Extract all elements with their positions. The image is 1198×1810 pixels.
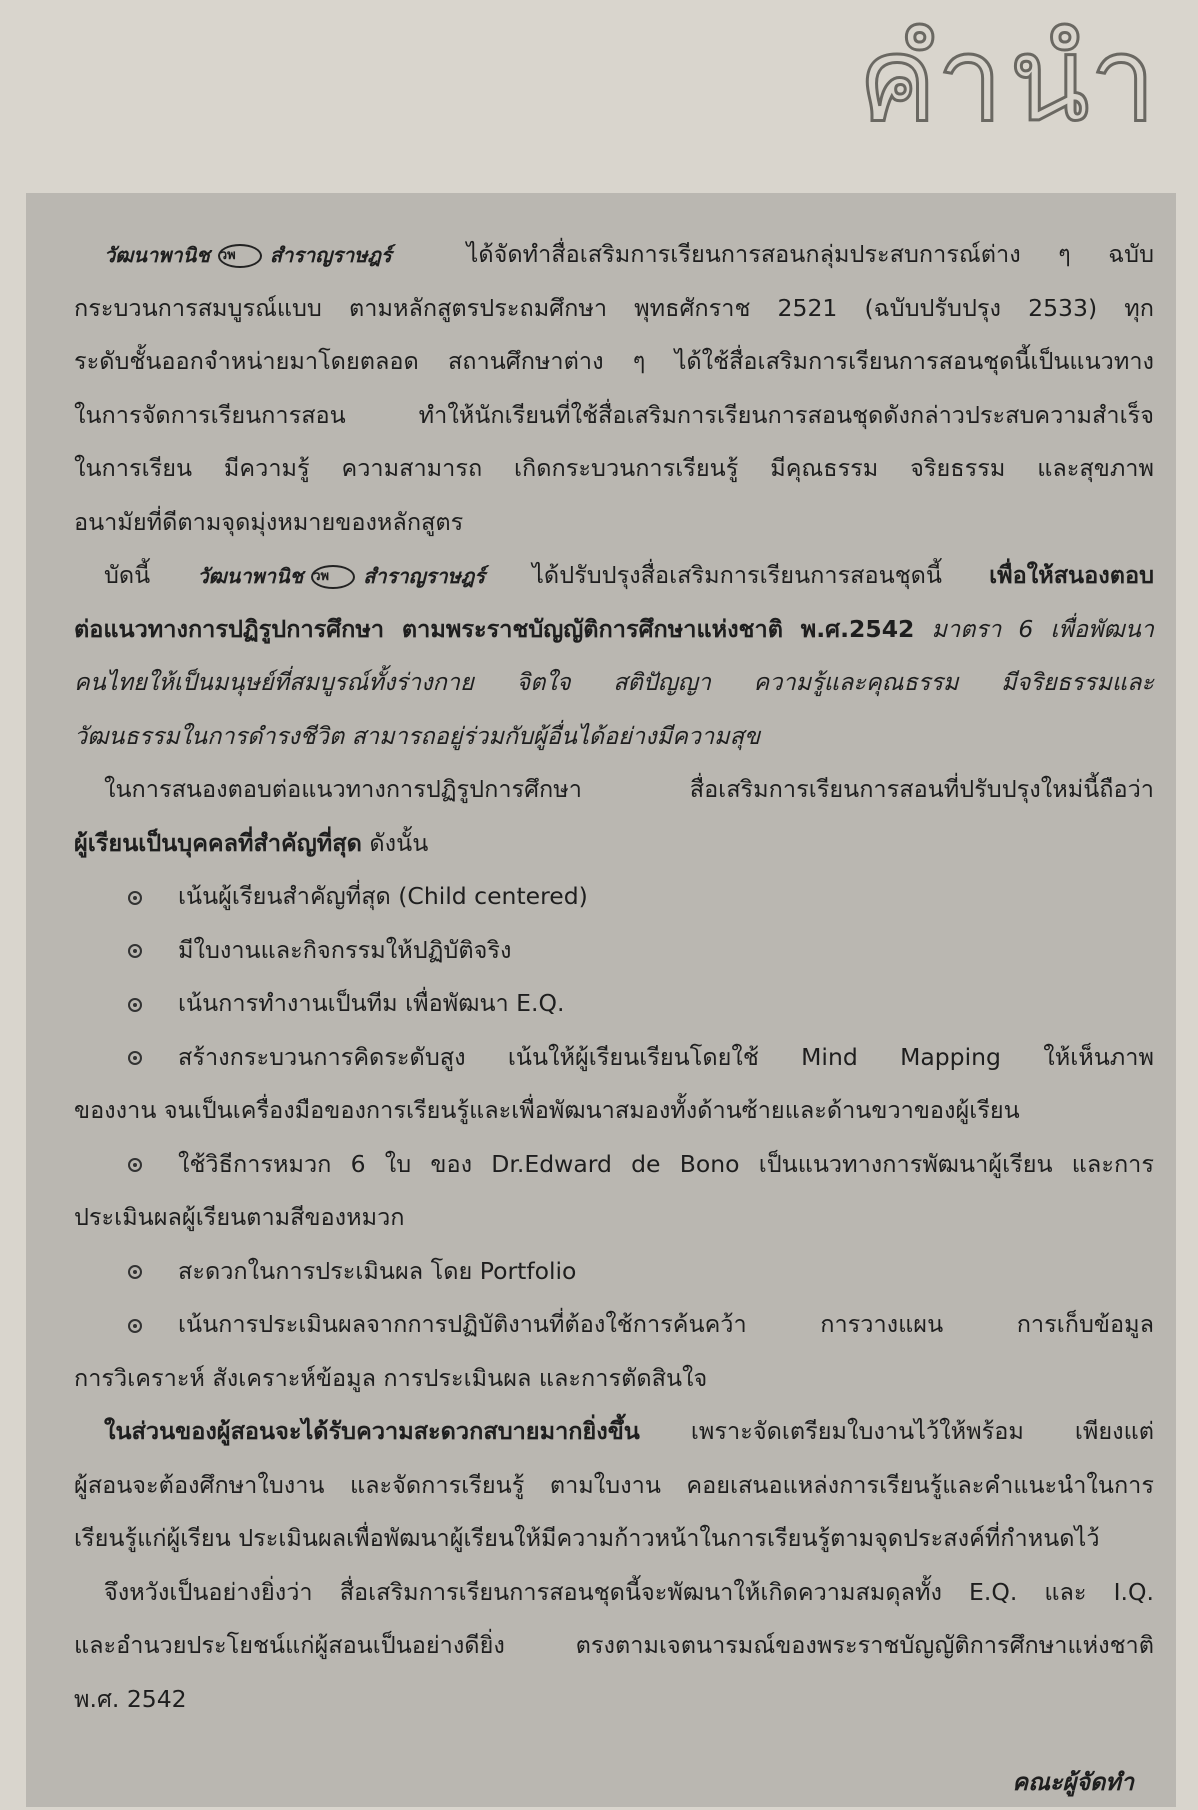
bullet-item (74, 924, 1154, 978)
paragraph-1-line: ในการเรียน มีความรู้ ความสามารถ เกิดกระบวนการเรียนรู้ มีคุณธรรม จริยธรรม และสุขภาพ (74, 454, 1154, 482)
text: บัดนี้ (104, 561, 151, 589)
publisher-name: วัฒนาพานิช (197, 564, 304, 588)
text: ได้ปรับปรุงสื่อเสริมการเรียนการสอนชุดนี้ (532, 561, 942, 589)
bullet-text: มีใบงานและกิจกรรมให้ปฏิบัติจริง (178, 935, 512, 964)
italic-text: มาตรา 6 เพื่อพัฒนา (931, 614, 1154, 643)
bullet-text: สร้างกระบวนการคิดระดับสูง เน้นให้ผู้เรียนเรียนโดยใช้ Mind Mapping ให้เห็นภาพ (178, 1042, 1154, 1071)
paragraph-1-line: กระบวนการสมบูรณ์แบบ ตามหลักสูตรประถมศึกษา พุทธศักราช 2521 (ฉบับปรับปรุง 2533) ทุก (74, 293, 1154, 322)
bullet-icon (128, 1051, 142, 1065)
preface-body (74, 228, 1154, 1810)
bullet-text: เน้นการประเมินผลจากการปฏิบัติงานที่ต้องใช้การค้นคว้า การวางแผน การเก็บข้อมูล (178, 1310, 1154, 1338)
bullet-continuation: ของงาน จนเป็นเครื่องมือของการเรียนรู้และเพื่อพัฒนาสมองทั้งด้านซ้ายและด้านขวาของผู้เรียน (74, 1096, 1020, 1124)
bullet-continuation: ประเมินผลผู้เรียนตามสีของหมวก (74, 1203, 405, 1231)
bullet-item (74, 1298, 1154, 1352)
paragraph-5-line: จึงหวังเป็นอย่างยิ่งว่า สื่อเสริมการเรียนการสอนชุดนี้จะพัฒนาให้เกิดความสมดุลทั้ง E.Q. และ I.Q. (104, 1577, 1154, 1606)
paragraph-4-line (74, 1405, 1154, 1459)
paragraph-2-line (74, 549, 1154, 603)
paragraph-1-line (74, 228, 1154, 282)
bullet-icon (128, 891, 142, 905)
bold-text: ต่อแนวทางการปฏิรูปการศึกษา ตามพระราชบัญญัติการศึกษาแห่งชาติ พ.ศ.2542 (74, 614, 915, 643)
bold-text: เพื่อให้สนองตอบ (989, 561, 1154, 589)
bullet-icon (128, 1319, 142, 1333)
paragraph-4-line: ผู้สอนจะต้องศึกษาใบงาน และจัดการเรียนรู้ ตามใบงาน คอยเสนอแหล่งการเรียนรู้และคำแนะนำในการ (74, 1470, 1154, 1499)
publisher-logo: วพ (311, 565, 355, 589)
bullet-continuation: การวิเคราะห์ สังเคราะห์ข้อมูล การประเมินผล และการตัดสินใจ (74, 1363, 708, 1392)
bullet-item (74, 1245, 1154, 1299)
publisher-name-2: สำราญราษฎร์ (363, 564, 485, 588)
paragraph-1-line: ระดับชั้นออกจำหน่ายมาโดยตลอด สถานศึกษาต่าง ๆ ได้ใช้สื่อเสริมการเรียนการสอนชุดนี้เป็นแนวทาง (74, 347, 1154, 375)
bullet-item (74, 870, 1154, 924)
paragraph-3-line (74, 817, 1154, 871)
publisher-name: วัฒนาพานิช (104, 243, 210, 267)
paragraph-3-line: ในการสนองตอบต่อแนวทางการปฏิรูปการศึกษา สื่อเสริมการเรียนการสอนที่ปรับปรุงใหม่นี้ถือว่า (104, 775, 1154, 803)
bullet-icon (128, 1158, 142, 1172)
page-title: คำนำ (857, 10, 1162, 148)
bold-text: ในส่วนของผู้สอนจะได้รับความสะดวกสบายมากยิ่งขึ้น (104, 1417, 640, 1445)
bullet-item (74, 1031, 1154, 1085)
signature: คณะผู้จัดทำ (1012, 1768, 1134, 1796)
bullet-icon (128, 944, 142, 958)
bullet-icon (128, 998, 142, 1012)
paragraph-1-line: ในการจัดการเรียนการสอน ทำให้นักเรียนที่ใช้สื่อเสริมการเรียนการสอนชุดดังกล่าวประสบความสำเร็จ (74, 400, 1154, 429)
paragraph-2-line: คนไทยให้เป็นมนุษย์ที่สมบูรณ์ทั้งร่างกาย จิตใจ สติปัญญา ความรู้และคุณธรรม มีจริยธรรมและ (74, 668, 1154, 696)
bullet-item (74, 1138, 1154, 1192)
bullet-text: สะดวกในการประเมินผล โดย Portfolio (178, 1256, 577, 1285)
bullet-item (74, 977, 1154, 1031)
publisher-name-2: สำราญราษฎร์ (269, 243, 392, 267)
text: ได้จัดทำสื่อเสริมการเรียนการสอนกลุ่มประสบการณ์ต่าง ๆ ฉบับ (466, 240, 1154, 268)
paragraph-5-line: และอำนวยประโยชน์แก่ผู้สอนเป็นอย่างดียิ่ง ตรงตามเจตนารมณ์ของพระราชบัญญัติการศึกษาแห่งชาติ (74, 1631, 1154, 1659)
bullet-text: เน้นการทำงานเป็นทีม เพื่อพัฒนา E.Q. (178, 989, 565, 1017)
paragraph-4-line: เรียนรู้แก่ผู้เรียน ประเมินผลเพื่อพัฒนาผู้เรียนให้มีความก้าวหน้าในการเรียนรู้ตามจุดประสงค์ที่กำหนดไว้ (74, 1524, 1100, 1552)
paragraph-1-line: อนามัยที่ดีตามจุดมุ่งหมายของหลักสูตร (74, 507, 464, 536)
paragraph-5-line: พ.ศ. 2542 (74, 1684, 187, 1713)
bullet-icon (128, 1265, 142, 1279)
text: ดังนั้น (369, 828, 429, 857)
bold-text: ผู้เรียนเป็นบุคคลที่สำคัญที่สุด (74, 828, 362, 857)
bullet-text: ใช้วิธีการหมวก 6 ใบ ของ Dr.Edward de Bono เป็นแนวทางการพัฒนาผู้เรียน และการ (178, 1149, 1154, 1178)
bullet-text: เน้นผู้เรียนสำคัญที่สุด (Child centered) (178, 882, 588, 910)
paragraph-2-line: วัฒนธรรมในการดำรงชีวิต สามารถอยู่ร่วมกับผู้อื่นได้อย่างมีความสุข (74, 721, 761, 750)
publisher-logo: วพ (218, 244, 262, 268)
paragraph-2-line (74, 603, 1154, 657)
text: เพราะจัดเตรียมใบงานไว้ให้พร้อม เพียงแต่ (690, 1417, 1154, 1445)
